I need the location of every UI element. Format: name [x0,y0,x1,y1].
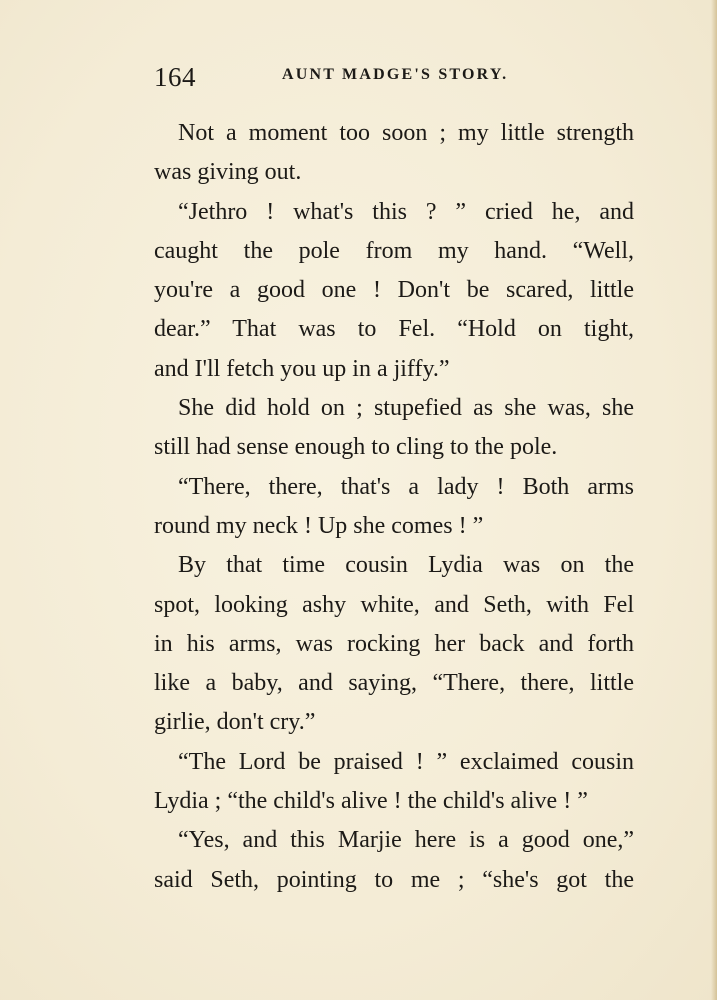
text-line: Not a moment too soon ; my little strength [178,120,634,146]
text-line: still had sense enough to cling to the pole. [154,434,558,461]
text-line: in his arms, was rocking her back and forth [154,630,634,657]
text-line: and I'll fetch you up in a jiffy.” [154,355,450,382]
text-line: “The Lord be praised ! ” exclaimed cousin [178,748,634,775]
text-line: Lydia ; “the child's alive ! the child's alive ! ” [154,788,588,815]
text-line: By that time cousin Lydia was on the [178,552,634,579]
text-line: “Jethro ! what's this ? ” cried he, and [178,198,634,225]
text-line: “There, there, that's a lady ! Both arms [178,473,634,500]
page-edge-shadow [711,0,717,1000]
text-line: said Seth, pointing to me ; “she's got the [154,866,634,893]
page-number: 164 [154,62,196,92]
body-text [154,114,634,900]
text-line: girlie, don't cry.” [154,709,316,736]
text-line: She did hold on ; stupefied as she was, she [178,395,634,422]
text-line: spot, looking ashy white, and Seth, with Fel [154,591,634,618]
text-line: like a baby, and saying, “There, there, little [154,670,634,697]
running-head: AUNT MADGE'S STORY. [282,66,509,83]
page-header [154,62,634,96]
text-line: you're a good one ! Don't be scared, little [154,277,634,304]
text-line: was giving out. [154,159,302,186]
text-line: “Yes, and this Marjie here is a good one,” [178,827,634,854]
text-line: caught the pole from my hand. “Well, [154,237,634,264]
text-line: dear.” That was to Fel. “Hold on tight, [154,316,634,343]
text-line: round my neck ! Up she comes ! ” [154,512,484,539]
